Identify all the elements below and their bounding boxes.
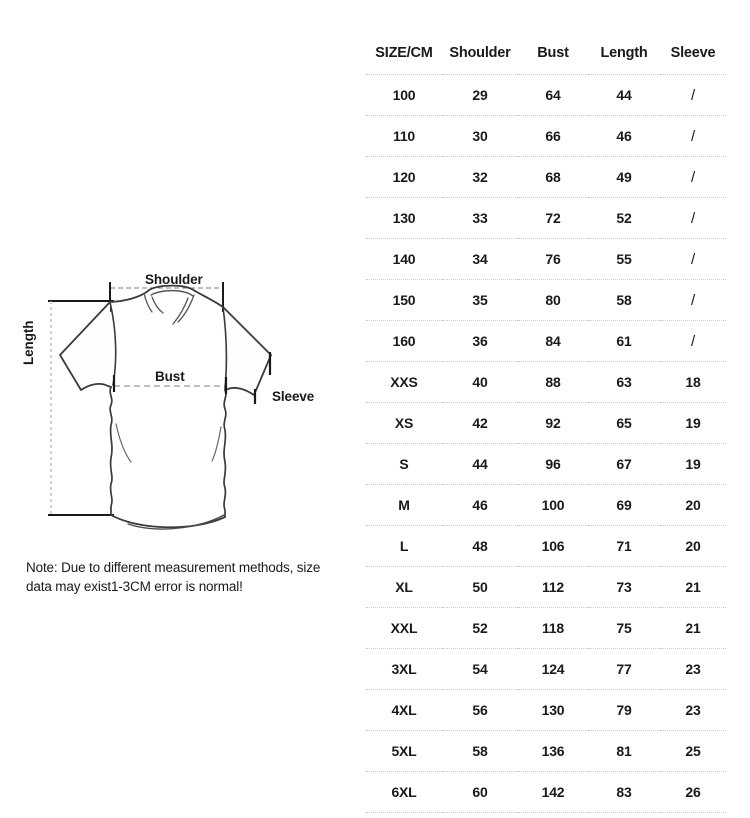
table-row <box>366 526 726 567</box>
cell-size: XL <box>395 579 413 595</box>
cell-size: L <box>399 538 409 554</box>
cell-length: 81 <box>616 743 632 759</box>
cell-shoulder: 30 <box>472 128 488 144</box>
table-row <box>366 649 726 690</box>
cell-bust: 92 <box>545 415 561 431</box>
cell-shoulder: 36 <box>472 333 488 349</box>
cell-bust: 106 <box>541 538 565 554</box>
cell-sleeve: 23 <box>685 702 701 718</box>
cell-bust: 136 <box>541 743 565 759</box>
cell-bust: 72 <box>545 210 561 226</box>
diagram-label-sleeve: Sleeve <box>272 389 315 404</box>
cell-sleeve: 18 <box>685 374 701 390</box>
cell-sleeve: 26 <box>685 784 701 800</box>
cell-size: 160 <box>392 333 416 349</box>
cell-length: 46 <box>616 128 632 144</box>
cell-sleeve: / <box>691 332 695 350</box>
column-header-length: Length <box>600 45 648 61</box>
cell-length: 73 <box>616 579 632 595</box>
cell-shoulder: 48 <box>472 538 488 554</box>
cell-sleeve: / <box>691 86 695 104</box>
cell-size: XS <box>394 415 414 431</box>
cell-bust: 66 <box>545 128 561 144</box>
cell-length: 61 <box>616 333 632 349</box>
cell-size: XXS <box>390 374 418 390</box>
cell-shoulder: 32 <box>472 169 488 185</box>
cell-length: 77 <box>616 661 632 677</box>
table-row <box>366 239 726 280</box>
cell-shoulder: 35 <box>472 292 488 308</box>
cell-sleeve: 21 <box>685 620 701 636</box>
cell-bust: 112 <box>542 579 564 595</box>
cell-bust: 88 <box>545 374 561 390</box>
cell-length: 69 <box>616 497 632 513</box>
cell-size: 6XL <box>391 784 417 800</box>
cell-sleeve: 25 <box>685 743 701 759</box>
table-row <box>366 198 726 239</box>
diagram-label-length: Length <box>21 320 36 365</box>
cell-size: 5XL <box>391 743 417 759</box>
cell-bust: 68 <box>545 169 561 185</box>
table-row <box>366 608 726 649</box>
table-row <box>366 731 726 772</box>
cell-bust: 118 <box>542 620 564 636</box>
cell-size: 150 <box>392 292 416 308</box>
cell-bust: 100 <box>541 497 565 513</box>
diagram-label-bust: Bust <box>155 369 185 384</box>
cell-bust: 84 <box>545 333 561 349</box>
cell-length: 58 <box>616 292 632 308</box>
cell-bust: 80 <box>545 292 561 308</box>
cell-size: 140 <box>392 251 416 267</box>
cell-sleeve: 20 <box>685 538 701 554</box>
cell-sleeve: 19 <box>685 456 701 472</box>
cell-size: M <box>398 497 410 513</box>
cell-sleeve: / <box>691 127 695 145</box>
cell-shoulder: 58 <box>472 743 488 759</box>
cell-length: 55 <box>616 251 632 267</box>
cell-size: 120 <box>392 169 416 185</box>
cell-bust: 130 <box>541 702 565 718</box>
table-header-row <box>366 38 726 75</box>
cell-shoulder: 50 <box>472 579 488 595</box>
cell-size: 100 <box>392 87 416 103</box>
cell-sleeve: 19 <box>685 415 701 431</box>
cell-shoulder: 46 <box>472 497 488 513</box>
cell-length: 83 <box>616 784 632 800</box>
cell-sleeve: / <box>691 168 695 186</box>
cell-shoulder: 44 <box>472 456 488 472</box>
cell-length: 49 <box>616 169 632 185</box>
table-row <box>366 772 726 813</box>
cell-sleeve: 20 <box>685 497 701 513</box>
table-row <box>366 362 726 403</box>
size-chart-panel <box>366 38 726 813</box>
cell-shoulder: 34 <box>472 251 488 267</box>
cell-shoulder: 52 <box>472 620 488 636</box>
column-header-size: SIZE/CM <box>375 45 433 61</box>
cell-sleeve: / <box>691 250 695 268</box>
table-row <box>366 403 726 444</box>
cell-size: 3XL <box>391 661 417 677</box>
cell-shoulder: 54 <box>472 661 488 677</box>
cell-shoulder: 29 <box>472 87 488 103</box>
table-row <box>366 157 726 198</box>
cell-bust: 124 <box>541 661 565 677</box>
cell-sleeve: / <box>691 209 695 227</box>
diagram-label-shoulder: Shoulder <box>145 272 203 287</box>
table-row <box>366 485 726 526</box>
cell-sleeve: / <box>691 291 695 309</box>
cell-length: 75 <box>616 620 632 636</box>
cell-sleeve: 21 <box>685 579 701 595</box>
table-row <box>366 75 726 116</box>
cell-bust: 142 <box>541 784 565 800</box>
size-chart-table <box>366 38 726 813</box>
column-header-sleeve: Sleeve <box>670 45 716 61</box>
cell-shoulder: 56 <box>472 702 488 718</box>
cell-shoulder: 42 <box>472 415 488 431</box>
table-body <box>366 75 726 813</box>
cell-length: 52 <box>616 210 632 226</box>
cell-shoulder: 40 <box>472 374 488 390</box>
table-row <box>366 690 726 731</box>
cell-size: 4XL <box>391 702 417 718</box>
cell-bust: 96 <box>545 456 561 472</box>
cell-shoulder: 60 <box>472 784 488 800</box>
table-row <box>366 280 726 321</box>
cell-length: 67 <box>616 456 632 472</box>
cell-size: S <box>399 456 409 472</box>
cell-size: XXL <box>390 620 418 636</box>
measurement-note: Note: Due to different measurement methods, size data may exist1-3CM error is normal! <box>26 560 321 594</box>
cell-length: 44 <box>616 87 632 103</box>
cell-shoulder: 33 <box>472 210 488 226</box>
cell-bust: 64 <box>545 87 561 103</box>
tshirt-measurement-diagram <box>18 262 340 547</box>
column-header-bust: Bust <box>537 45 569 61</box>
column-header-shoulder: Shoulder <box>449 45 511 61</box>
table-row <box>366 567 726 608</box>
table-row <box>366 321 726 362</box>
cell-size: 130 <box>392 210 416 226</box>
cell-bust: 76 <box>545 251 561 267</box>
table-header <box>366 38 726 75</box>
cell-length: 79 <box>616 702 632 718</box>
table-row <box>366 444 726 485</box>
cell-length: 65 <box>616 415 632 431</box>
cell-length: 63 <box>616 374 632 390</box>
cell-sleeve: 23 <box>685 661 701 677</box>
table-row <box>366 116 726 157</box>
diagram-panel <box>0 0 355 818</box>
cell-length: 71 <box>616 538 632 554</box>
cell-size: 110 <box>393 128 415 144</box>
